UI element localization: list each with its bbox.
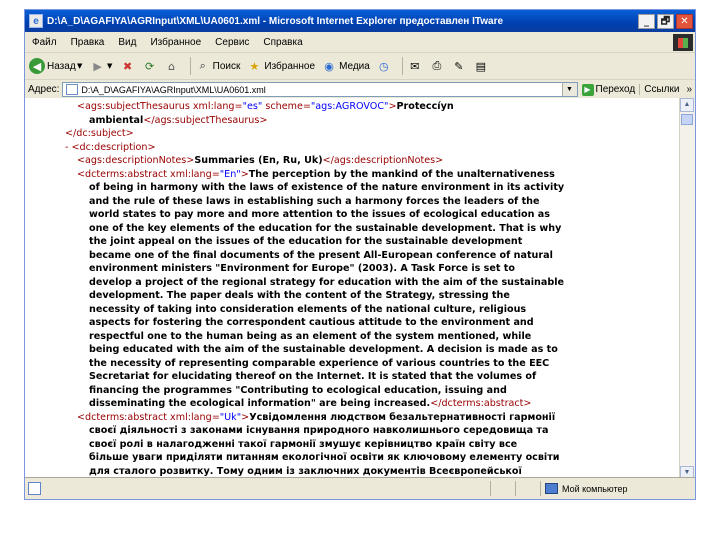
search-icon: ⌕ <box>199 59 206 72</box>
address-value: D:\A_D\AGAFIYA\AGRInput\XML\UA0601.xml <box>81 84 266 95</box>
home-button[interactable] <box>164 58 180 74</box>
xml-text-line: більше уваги приділяти питанням екологічної освіти як ключовому елементу освіти <box>89 452 560 463</box>
xml-line: <ags:subjectThesaurus xml:lang="es" scheme="ags:AGROVOC">Proteccíyn <box>77 101 454 112</box>
go-label: Переход <box>595 84 636 95</box>
status-left <box>25 482 490 495</box>
menu-tools[interactable]: Сервис <box>215 36 250 48</box>
address-label: Адрес: <box>28 84 60 95</box>
xml-text-line: and the rule of these laws in establishing such a harmony forces the leaders of the <box>89 195 540 207</box>
page-status-icon <box>28 482 41 495</box>
computer-icon <box>545 483 558 494</box>
edit-icon: ✎ <box>454 59 464 73</box>
address-dropdown-icon[interactable]: ▼ <box>562 83 577 96</box>
print-button[interactable] <box>429 58 445 74</box>
xml-text-line: своєї ролі в налагодженні такої гармонії змушує керівництво країн світу все <box>89 438 518 450</box>
xml-text-line: world states to pay more and more attention to the issues of ecological education as <box>89 209 550 220</box>
maximize-button[interactable]: 🗗 <box>657 14 674 29</box>
chevron-down-icon: ▼ <box>106 62 113 70</box>
history-icon: ◷ <box>379 59 389 73</box>
discuss-button[interactable] <box>473 58 489 74</box>
window-title: D:\A_D\AGAFIYA\AGRInput\XML\UA0601.xml - Microsoft Internet Explorer предоставлен ITware <box>47 15 504 27</box>
status-panel <box>490 481 515 496</box>
mail-icon: ✉ <box>410 59 420 73</box>
search-button[interactable] <box>195 58 241 74</box>
mail-button[interactable] <box>407 58 423 74</box>
media-icon: ◉ <box>324 59 334 73</box>
go-button[interactable] <box>578 84 640 96</box>
toolbar-separator <box>402 57 403 75</box>
history-button[interactable] <box>376 58 392 74</box>
menu-favorites[interactable]: Избранное <box>150 36 202 48</box>
go-arrow-icon: ▶ <box>582 84 594 96</box>
ie-icon: e <box>29 14 43 28</box>
discuss-icon: ▤ <box>475 59 487 73</box>
address-input[interactable] <box>62 82 577 97</box>
address-bar <box>25 80 695 100</box>
back-button[interactable] <box>29 58 84 74</box>
xml-text-line: necessity of taking into consideration elements of the national culture, religious <box>89 303 527 315</box>
stop-button[interactable] <box>120 58 136 74</box>
xml-line: <ags:descriptionNotes>Summaries (En, Ru, Uk)</ags:descriptionNotes> <box>77 155 444 166</box>
xml-text-line: the necessity of representing comparable experience of various countries to the EEC <box>89 357 550 369</box>
xml-text-line: для сталого розвитку. Тому одним із заключних документів Всеєвропейської <box>89 465 522 477</box>
windows-logo-icon <box>673 34 693 51</box>
vertical-scrollbar[interactable] <box>679 98 695 480</box>
xml-text-line: develop a project of the regional strategy for education with the aim of the sustainable <box>89 276 565 288</box>
refresh-button[interactable] <box>142 58 158 74</box>
home-icon: ⌂ <box>168 59 176 73</box>
xml-text-line: became one of the final documents of the present All-European conference of natural <box>89 249 553 261</box>
xml-text-line: respectful one to the human being as an element of the system mentioned, while <box>89 330 532 342</box>
xml-text-line: aspects for fostering the correspondent cautious attitude to the environment and <box>89 317 534 328</box>
menu-edit[interactable]: Правка <box>70 36 105 48</box>
xml-line: ambiental</ags:subjectThesaurus> <box>89 114 268 126</box>
stop-icon: ✖ <box>123 59 133 73</box>
back-label: Назад <box>47 60 76 72</box>
forward-arrow-icon: ▶ <box>93 59 102 73</box>
toolbar <box>25 53 695 80</box>
media-button[interactable] <box>321 58 370 74</box>
favorites-label: Избранное <box>264 60 316 72</box>
page-icon <box>66 84 78 95</box>
title-bar <box>25 10 695 32</box>
xml-line: </dc:subject> <box>65 128 134 139</box>
xml-line: - <dc:description> <box>65 141 156 153</box>
xml-text-line: of being in harmony with the laws of existence of the nature environment in its activity <box>89 182 565 193</box>
xml-line: disseminating the ecological information" are being increased.</dcterms:abstract> <box>89 398 532 409</box>
scroll-thumb[interactable] <box>681 114 693 125</box>
menu-bar <box>25 32 695 53</box>
chevron-down-icon: ▼ <box>76 62 83 70</box>
xml-text-line: environment ministers "Environment for Europe" (2003). A Task Force is set to <box>89 263 515 274</box>
star-icon: ★ <box>249 59 260 73</box>
menu-view[interactable]: Вид <box>118 36 137 48</box>
favorites-button[interactable] <box>246 58 315 74</box>
minimize-button[interactable]: _ <box>638 14 655 29</box>
xml-text-line: financing the programmes "Contributing to ecological education, issuing and <box>89 384 507 396</box>
links-button[interactable]: Ссылки <box>639 84 683 95</box>
security-zone <box>540 481 695 496</box>
media-label: Медиа <box>339 60 370 72</box>
browser-window <box>24 9 696 500</box>
xml-text-line: development. The paper deals with the content of the Strategy, stressing the <box>89 290 510 301</box>
xml-text-line: one of the key elements of the education for the sustainable development. That is why <box>89 222 562 234</box>
xml-line: <dcterms:abstract xml:lang="En">The perception by the mankind of the unalternativeness <box>77 168 555 180</box>
toolbar-separator <box>190 57 191 75</box>
xml-text-line: being educated with the aim of the sustainable development. A decision is made as to <box>89 344 558 355</box>
scroll-down-icon[interactable]: ▼ <box>680 466 694 480</box>
back-arrow-icon: ◀ <box>29 58 45 74</box>
status-bar <box>25 477 695 499</box>
search-label: Поиск <box>212 60 241 72</box>
edit-button[interactable] <box>451 58 467 74</box>
print-icon: ⎙ <box>432 59 442 72</box>
xml-content <box>25 98 682 480</box>
close-button[interactable]: ✕ <box>676 14 693 29</box>
xml-line: <dcterms:abstract xml:lang="Uk">Усвідомлення людством безальтернативності гармонії <box>77 411 556 423</box>
scroll-up-icon[interactable]: ▲ <box>680 98 694 112</box>
links-chevron-icon[interactable]: » <box>686 84 692 95</box>
forward-button[interactable] <box>90 58 114 74</box>
refresh-icon: ⟳ <box>145 59 155 73</box>
xml-text-line: Secretariat for elucidating thereof on the Internet. It is stated that the volumes of <box>89 371 537 382</box>
xml-text-line: своєї діяльності з законами існування природного навколишнього середовища та <box>89 425 549 436</box>
zone-label: Мой компьютер <box>562 483 628 494</box>
xml-text-line: the joint appeal on the issues of the education for the sustainable development <box>89 236 523 247</box>
menu-file[interactable]: Файл <box>32 36 57 48</box>
menu-help[interactable]: Справка <box>263 36 303 48</box>
status-panel <box>515 481 540 496</box>
